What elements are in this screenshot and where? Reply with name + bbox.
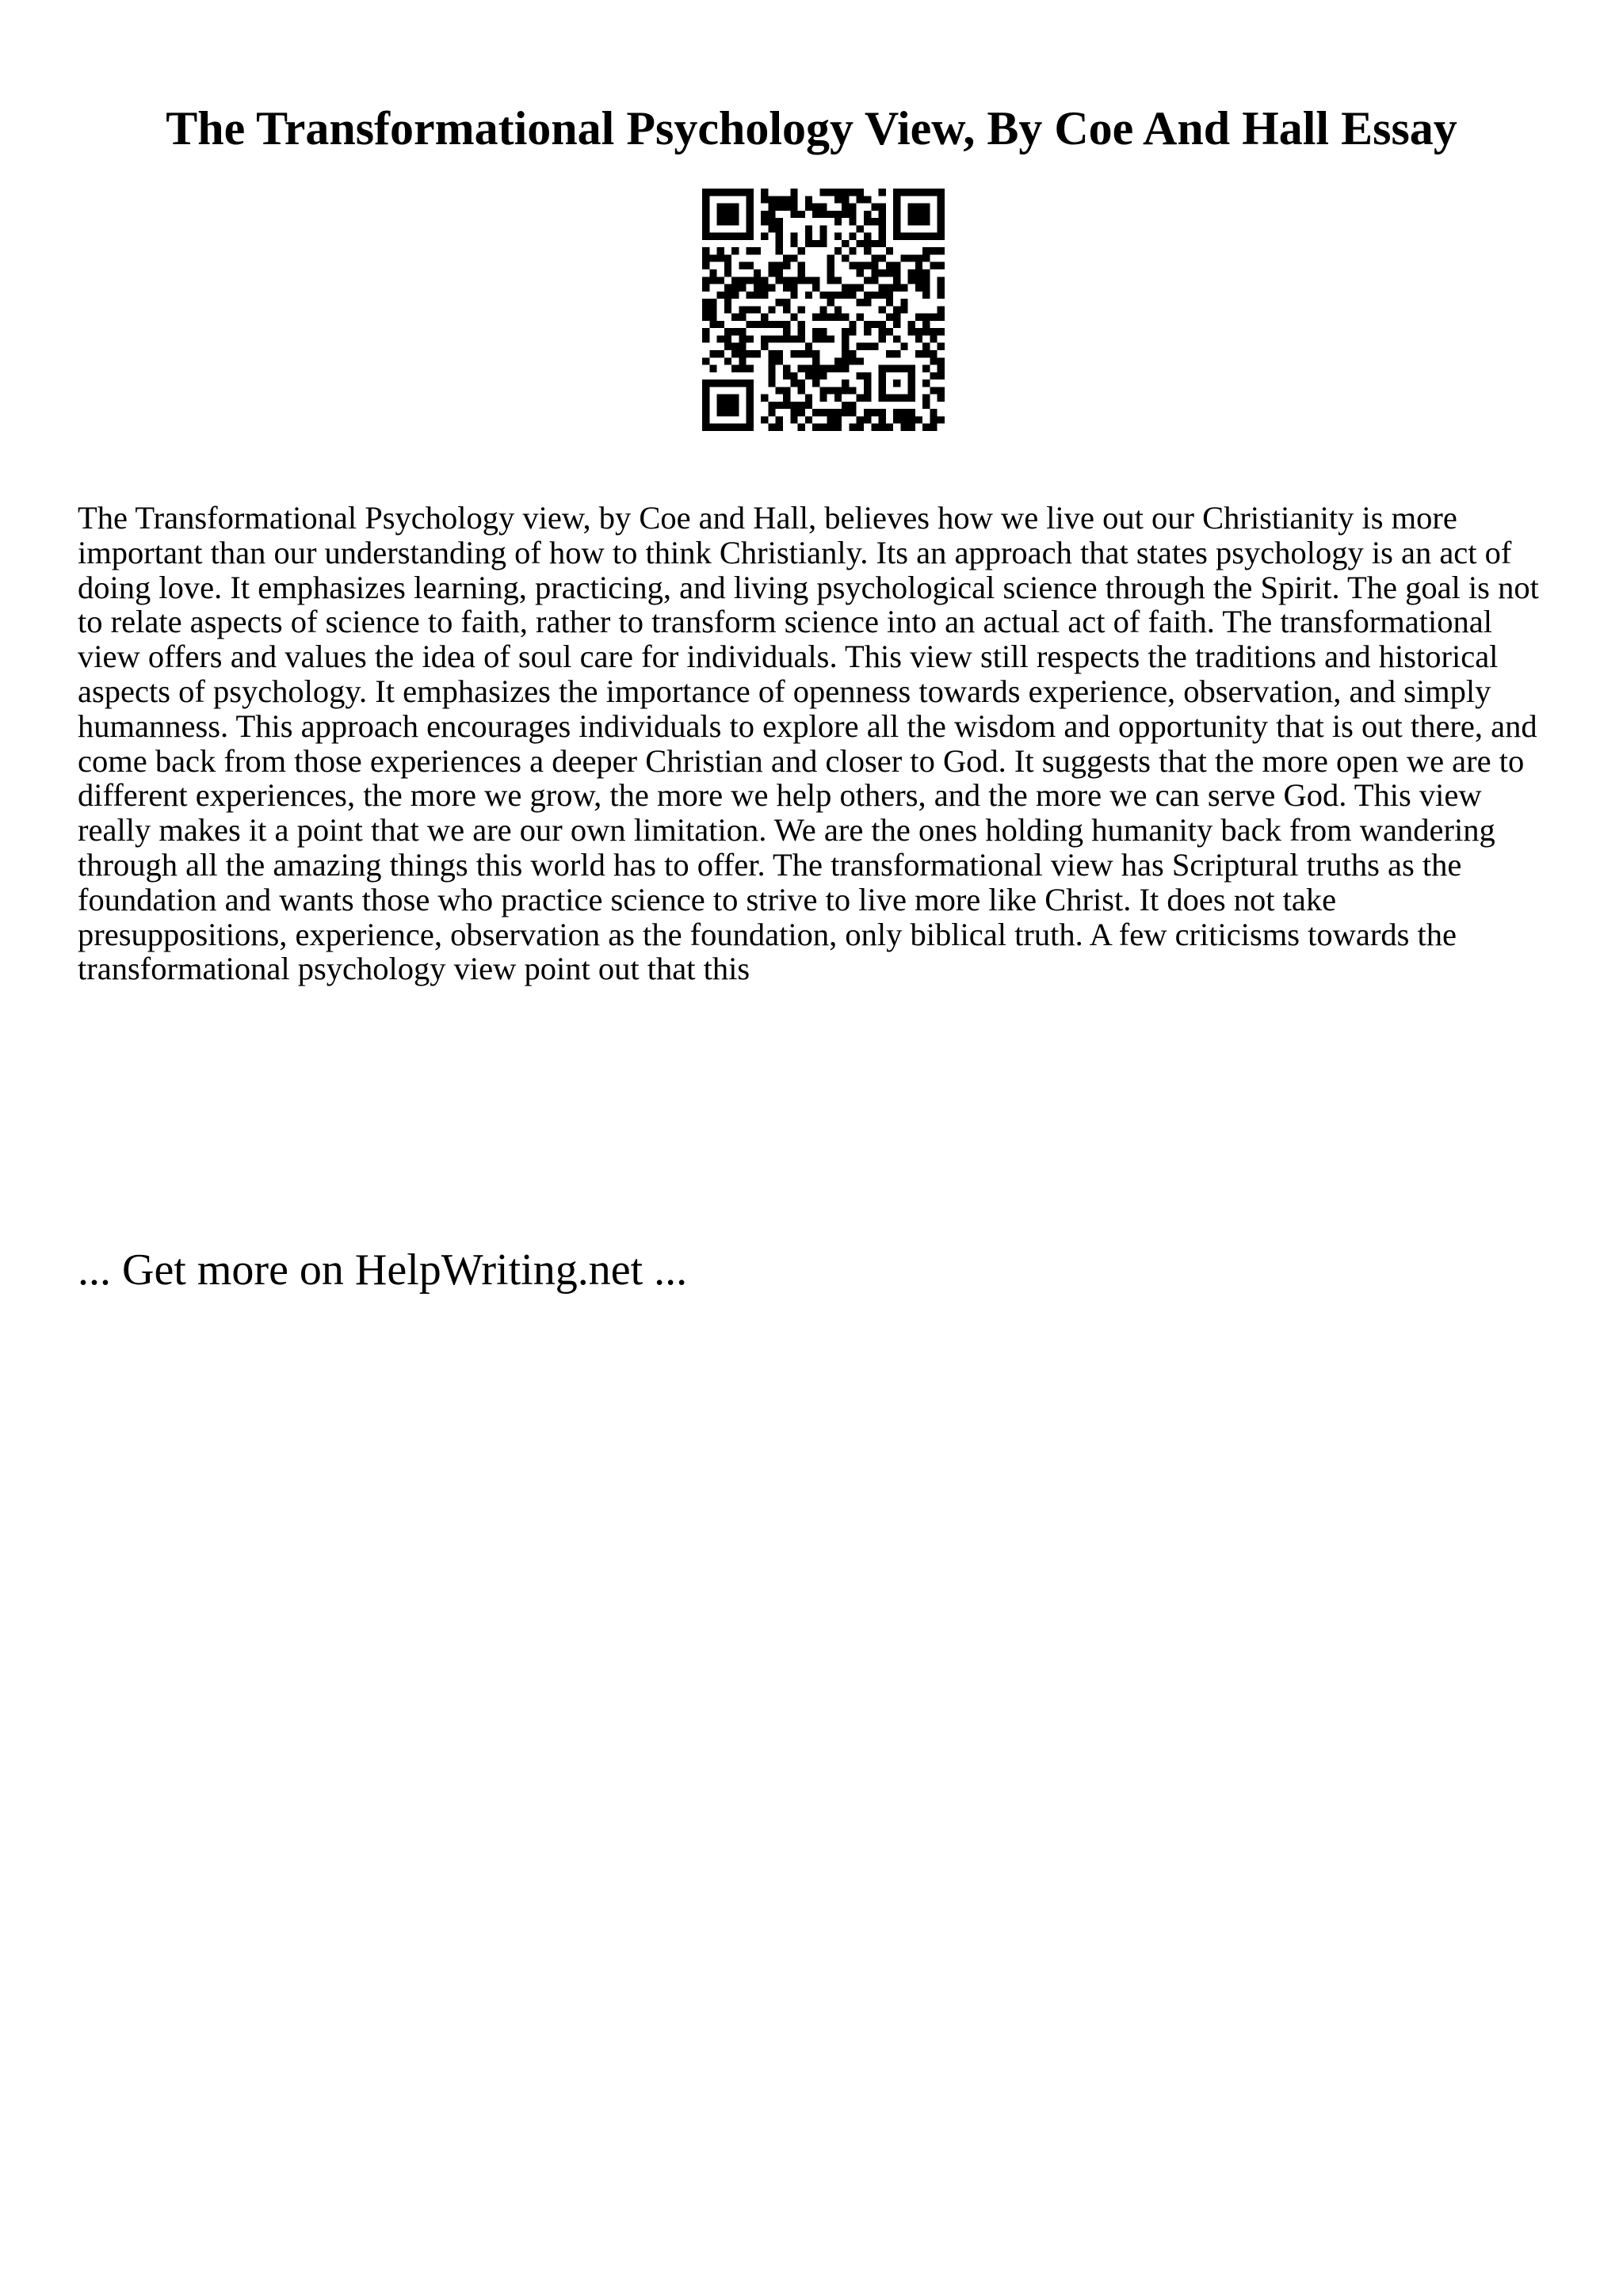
document-body: The Transformational Psychology view, by Coe and Hall, believes how we live out our Christianity is more important than our understanding of how to think Christianly. Its an approach that states psychology is an act of doing love. It emphasizes learning, practicing, and living psychological science through the Spirit. The goal is not to relate aspects of science to faith, rather to transform science into an actual act of faith. The transformational view offers and values the idea of soul care for individuals. This view still respects the traditions and historical aspects of psychology. It emphasizes the importance of openness towards experience, observation, and simply humanness. This approach encourages individuals to explore all the wisdom and opportunity that is out there, and come back from those experiences a deeper Christian and closer to God. It suggests that the more open we are to different experiences, the more we grow, the more we help others, and the more we can serve God. This view really makes it a point that we are our own limitation. We are the ones holding humanity back from wandering through all the amazing things this world has to offer. The transformational view has Scriptural truths as the foundation and wants those who practice science to strive to live more like Christ. It does not take presuppositions, experience, observation as the foundation, only biblical truth. A few criticisms towards the transformational psychology view point out that this: [78, 500, 1539, 987]
qr-code-icon: [702, 189, 945, 431]
get-more-link[interactable]: ... Get more on HelpWriting.net ...: [78, 1245, 688, 1295]
document-title: The Transformational Psychology View, By Coe And Hall Essay: [166, 102, 1457, 154]
